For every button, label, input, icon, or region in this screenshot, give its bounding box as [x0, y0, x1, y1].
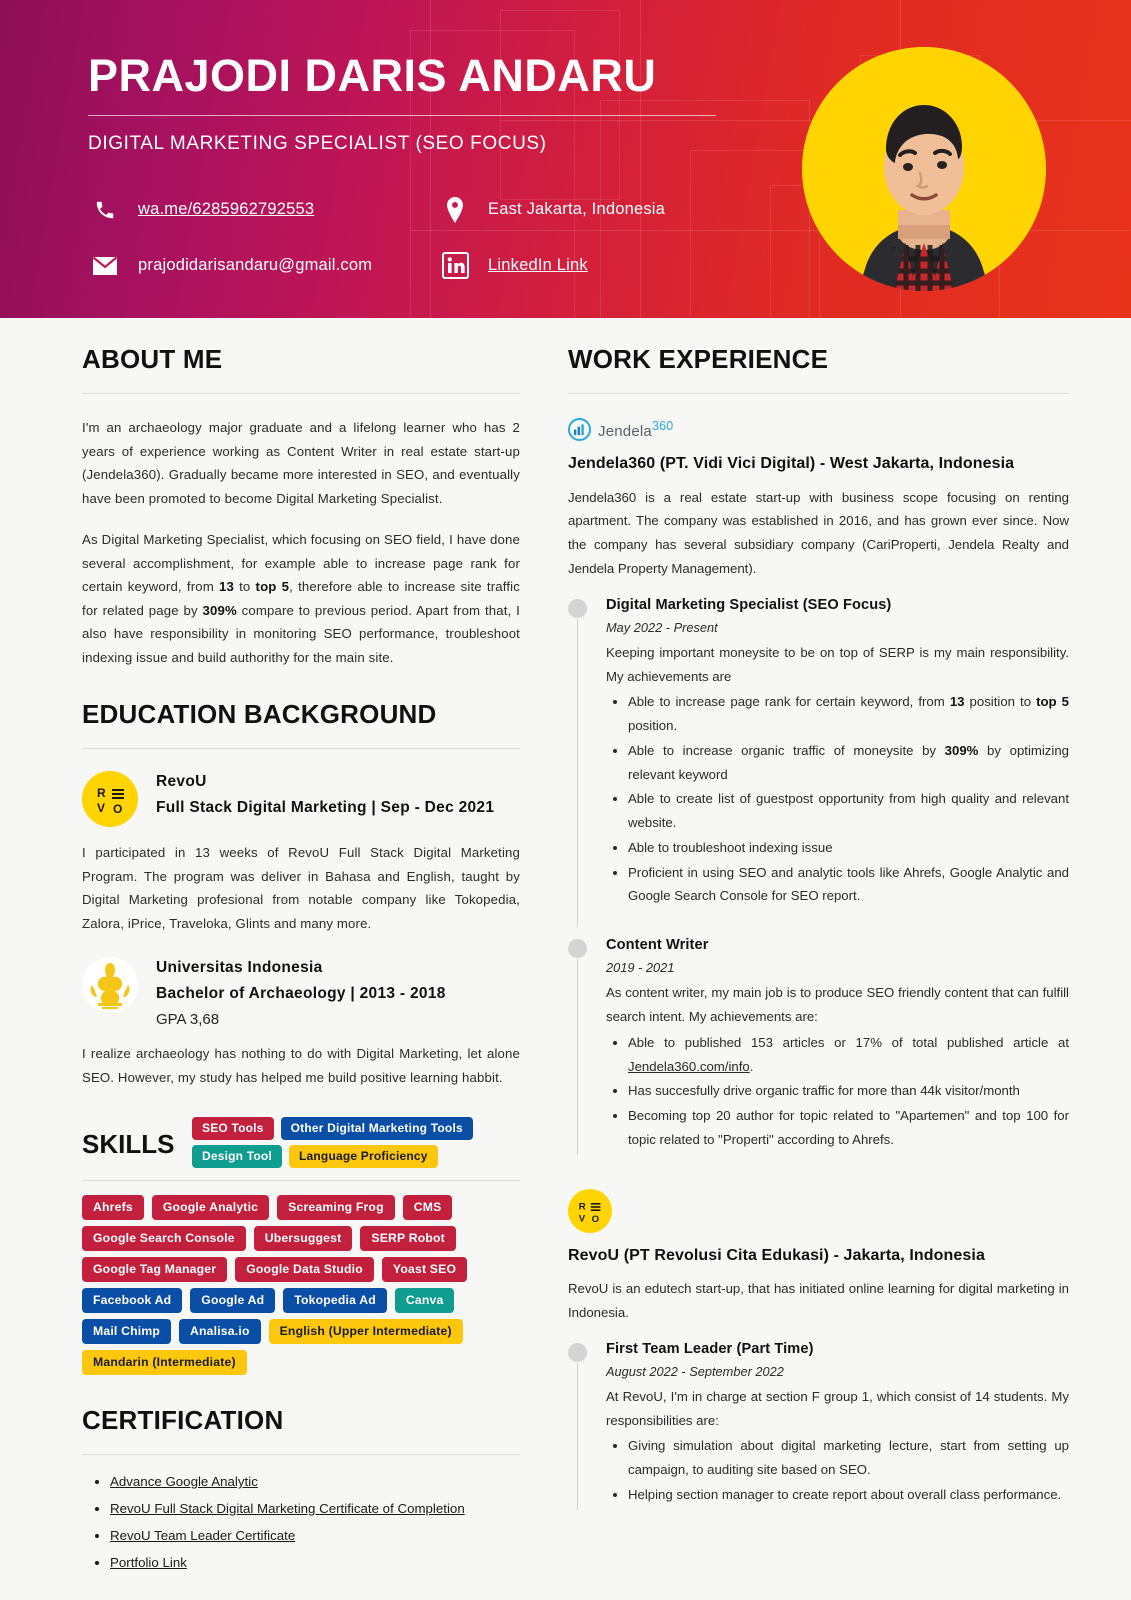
jendela360-wordmark: Jendela$^{360}$	[598, 419, 674, 440]
skill-category-seo-tools: SEO Tools	[192, 1117, 274, 1140]
role-bullet-list	[606, 1031, 1069, 1152]
email-text: prajodidarisandaru@gmail.com	[138, 256, 373, 275]
role-bullet-list	[606, 1434, 1069, 1506]
company-jendela360	[568, 418, 1069, 1159]
role-title: Digital Marketing Specialist (SEO Focus)	[606, 596, 892, 613]
role-bullet-list	[606, 690, 1069, 908]
svg-text:R: R	[97, 786, 106, 800]
svg-text:V: V	[578, 1212, 586, 1224]
company-name: RevoU (PT Revolusi Cita Edukasi) - Jakarta, Indonesia	[568, 1246, 985, 1264]
timeline-dot-icon	[568, 599, 587, 618]
skill-tag: Google Data Studio	[235, 1257, 374, 1282]
universitas-indonesia-logo	[82, 957, 138, 1013]
contact-row	[88, 249, 778, 283]
timeline-dot-icon	[568, 939, 587, 958]
about-section-title: ABOUT ME	[82, 344, 223, 374]
contact-block	[88, 193, 778, 283]
role-title: Content Writer	[606, 937, 709, 954]
about-paragraph-1: I'm an archaeology major graduate and a lifelong learner who has 2 years of experience working as Content Writer in real estate start-up (Jendela360). Gradually became more interested in SEO, and eventually have been promoted to become Digital Marketing Specialist.	[82, 420, 520, 506]
role-intro: Keeping important moneysite to be on top of SERP is my main responsibility. My achievements are	[606, 644, 1069, 684]
article-link[interactable]: Jendela360.com/info	[628, 1058, 750, 1074]
certification-item[interactable]	[110, 1471, 520, 1494]
section-divider	[82, 393, 520, 394]
linkedin-text: LinkedIn Link	[488, 256, 588, 275]
role-bullet: • Able to increase page rank for certain keyword, from 13 position to top 5 position.	[628, 690, 1069, 738]
skill-tag: Ahrefs	[82, 1195, 144, 1220]
skill-tag: Facebook Ad	[82, 1288, 182, 1313]
education-item-revou	[82, 771, 520, 827]
skill-tag: Analisa.io	[179, 1319, 261, 1344]
education-description: I participated in 13 weeks of RevoU Full Stack Digital Marketing Program. The program was deliver in Bahasa and English, taught by Digital Marketing profesional from notable company like Tokopedia, Zalora, iPrice, Traveloka, Glints and many more.	[82, 845, 520, 931]
contact-phone[interactable]	[88, 193, 438, 227]
role-list	[568, 597, 1069, 1159]
company-logo-row	[568, 1189, 1069, 1233]
role-dm-specialist	[606, 597, 1069, 915]
company-logo-row	[568, 418, 1069, 441]
revou-logo	[82, 771, 138, 827]
skill-category-design-tool: Design Tool	[192, 1145, 282, 1168]
certification-link[interactable]: RevoU Team Leader Certificate	[110, 1527, 296, 1543]
linkedin-icon	[438, 249, 472, 283]
role-date: August 2022 - September 2022	[606, 1363, 784, 1379]
location-text: East Jakarta, Indonesia	[488, 200, 666, 219]
skill-tag: Google Tag Manager	[82, 1257, 227, 1282]
right-column	[560, 344, 1131, 1578]
role-bullet: • Able to create list of guestpost opportunity from high quality and relevant website.	[628, 787, 1069, 835]
role-bullet: • Proficient in using SEO and analytic tools like Ahrefs, Google Analytic and Google Search Console for SEO report.	[628, 861, 1069, 909]
certification-list	[82, 1471, 520, 1574]
svg-text:O: O	[591, 1213, 600, 1225]
certification-item[interactable]	[110, 1498, 520, 1521]
svg-text:V: V	[97, 801, 106, 815]
section-divider	[82, 1180, 520, 1181]
role-date: May 2022 - Present	[606, 619, 718, 635]
education-meta	[156, 957, 446, 1028]
section-divider	[568, 393, 1069, 394]
skill-category-language: Language Proficiency	[289, 1145, 438, 1168]
timeline-line	[577, 619, 578, 927]
resume-header	[0, 0, 1131, 318]
role-bullet: • Giving simulation about digital marketing lecture, start from setting up campaign, to auditing site based on SEO.	[628, 1434, 1069, 1482]
role-intro: As content writer, my main job is to produce SEO friendly content that can fulfill search intent. My achievements are:	[606, 985, 1069, 1024]
contact-email[interactable]	[88, 249, 438, 283]
contact-location	[438, 193, 665, 227]
company-description: Jendela360 is a real estate start-up with business scope focusing on renting apartment. The company was established in 2016, and has grown ever since. Now the company has several subsidiary company (CariProperti, Jendela Realty and Jendela Property Management).	[568, 489, 1069, 577]
location-icon	[438, 193, 472, 227]
role-list	[568, 1341, 1069, 1514]
certification-link[interactable]: RevoU Full Stack Digital Marketing Certificate of Completion	[110, 1500, 465, 1516]
company-description: RevoU is an edutech start-up, that has initiated online learning for digital marketing in Indonesia.	[568, 1281, 1069, 1321]
certification-link[interactable]: Portfolio Link	[110, 1554, 187, 1570]
avatar-portrait	[802, 47, 1046, 291]
phone-text: wa.me/6285962792553	[138, 200, 315, 219]
skill-category-other-tools: Other Digital Marketing Tools	[281, 1117, 473, 1140]
certification-item[interactable]	[110, 1525, 520, 1548]
skill-tag: SERP Robot	[360, 1226, 456, 1251]
timeline-line	[577, 959, 578, 1154]
contact-row	[88, 193, 778, 227]
section-divider	[82, 748, 520, 749]
certification-item[interactable]	[110, 1552, 520, 1575]
avatar-circle	[802, 47, 1046, 291]
skill-tag: Screaming Frog	[277, 1195, 395, 1220]
contact-linkedin[interactable]	[438, 249, 588, 283]
skill-tag: Google Search Console	[82, 1226, 246, 1251]
name-divider	[88, 115, 716, 116]
role-bullet: • Becoming top 20 author for topic related to "Apartemen" and top 100 for topic related to "Properti" according to Ahrefs.	[628, 1104, 1069, 1152]
svg-text:R: R	[578, 1200, 586, 1212]
about-paragraph-2: As Digital Marketing Specialist, which focusing on SEO field, I have done several accomplishment, for example able to increase page rank for certain keyword, from 13 to top 5, therefore able to increase site traffic for related page by 309% compare to previous period. Apart from that, I also have responsibility in monitoring SEO performance, troubleshoot indexing issue and build authorithy for the main site.	[82, 532, 520, 665]
resume-body	[0, 318, 1131, 1578]
role-bullet: • Able to published 153 articles or 17% of total published article at Jendela360.com/info.	[628, 1031, 1069, 1079]
role-bullet: • Able to increase organic traffic of moneysite by 309% by optimizing relevant keyword	[628, 739, 1069, 787]
candidate-name: PRAJODI DARIS ANDARU	[88, 50, 657, 101]
education-section-title: EDUCATION BACKGROUND	[82, 699, 437, 729]
jendela360-mark-icon	[568, 418, 591, 441]
phone-icon	[88, 193, 122, 227]
skill-tag: Google Ad	[190, 1288, 275, 1313]
role-bullet: • Helping section manager to create report about overall class performance.	[628, 1483, 1069, 1507]
education-gpa: GPA 3,68	[156, 1011, 220, 1028]
skills-list	[82, 1195, 520, 1375]
certification-section-title: CERTIFICATION	[82, 1405, 284, 1435]
skill-tag: Mail Chimp	[82, 1319, 171, 1344]
candidate-title: DIGITAL MARKETING SPECIALIST (SEO FOCUS)	[88, 132, 547, 154]
education-meta	[156, 771, 494, 827]
role-intro: At RevoU, I'm in charge at section F group 1, which consist of 14 students. My responsibilities are:	[606, 1388, 1069, 1428]
timeline-line	[577, 1363, 578, 1510]
skill-tag: Mandarin (Intermediate)	[82, 1350, 247, 1375]
education-description: I realize archaeology has nothing to do with Digital Marketing, let alone SEO. However, my study has helped me build positive learning habbit.	[82, 1046, 520, 1085]
skill-tag: CMS	[403, 1195, 453, 1220]
revou-logo	[568, 1189, 612, 1233]
skills-section-title: SKILLS	[82, 1129, 175, 1159]
skill-tag: Tokopedia Ad	[283, 1288, 387, 1313]
role-date: 2019 - 2021	[606, 960, 675, 976]
left-column	[0, 344, 560, 1578]
company-name: Jendela360 (PT. Vidi Vici Digital) - West Jakarta, Indonesia	[568, 455, 1015, 472]
company-revou	[568, 1189, 1069, 1514]
education-item-ui	[82, 957, 520, 1028]
education-school: Universitas Indonesia	[156, 959, 323, 976]
role-bullet: • Able to troubleshoot indexing issue	[628, 836, 1069, 860]
role-content-writer	[606, 937, 1069, 1158]
education-degree: Bachelor of Archaeology | 2013 - 2018	[156, 985, 446, 1002]
certification-link[interactable]: Advance Google Analytic	[110, 1474, 258, 1489]
timeline-dot-icon	[568, 1343, 587, 1362]
education-degree: Full Stack Digital Marketing | Sep - Dec 2021	[156, 799, 495, 816]
svg-text:O: O	[113, 802, 123, 816]
work-section-title: WORK EXPERIENCE	[568, 344, 829, 374]
skill-tag: Yoast SEO	[382, 1257, 467, 1282]
skill-tag: English (Upper Intermediate)	[269, 1319, 463, 1344]
skills-legend	[192, 1115, 520, 1168]
email-icon	[88, 249, 122, 283]
role-title: First Team Leader (Part Time)	[606, 1340, 814, 1357]
avatar	[802, 47, 1046, 291]
jendela360-logo	[568, 418, 673, 441]
skill-tag: Canva	[395, 1288, 455, 1313]
skills-header	[82, 1115, 520, 1168]
section-divider	[82, 1454, 520, 1455]
skill-tag: Google Analytic	[152, 1195, 269, 1220]
role-bullet: • Has succesfully drive organic traffic for more than 44k visitor/month	[628, 1079, 1069, 1103]
role-first-team-leader	[606, 1341, 1069, 1514]
skill-tag: Ubersuggest	[254, 1226, 353, 1251]
education-school: RevoU	[156, 773, 207, 790]
